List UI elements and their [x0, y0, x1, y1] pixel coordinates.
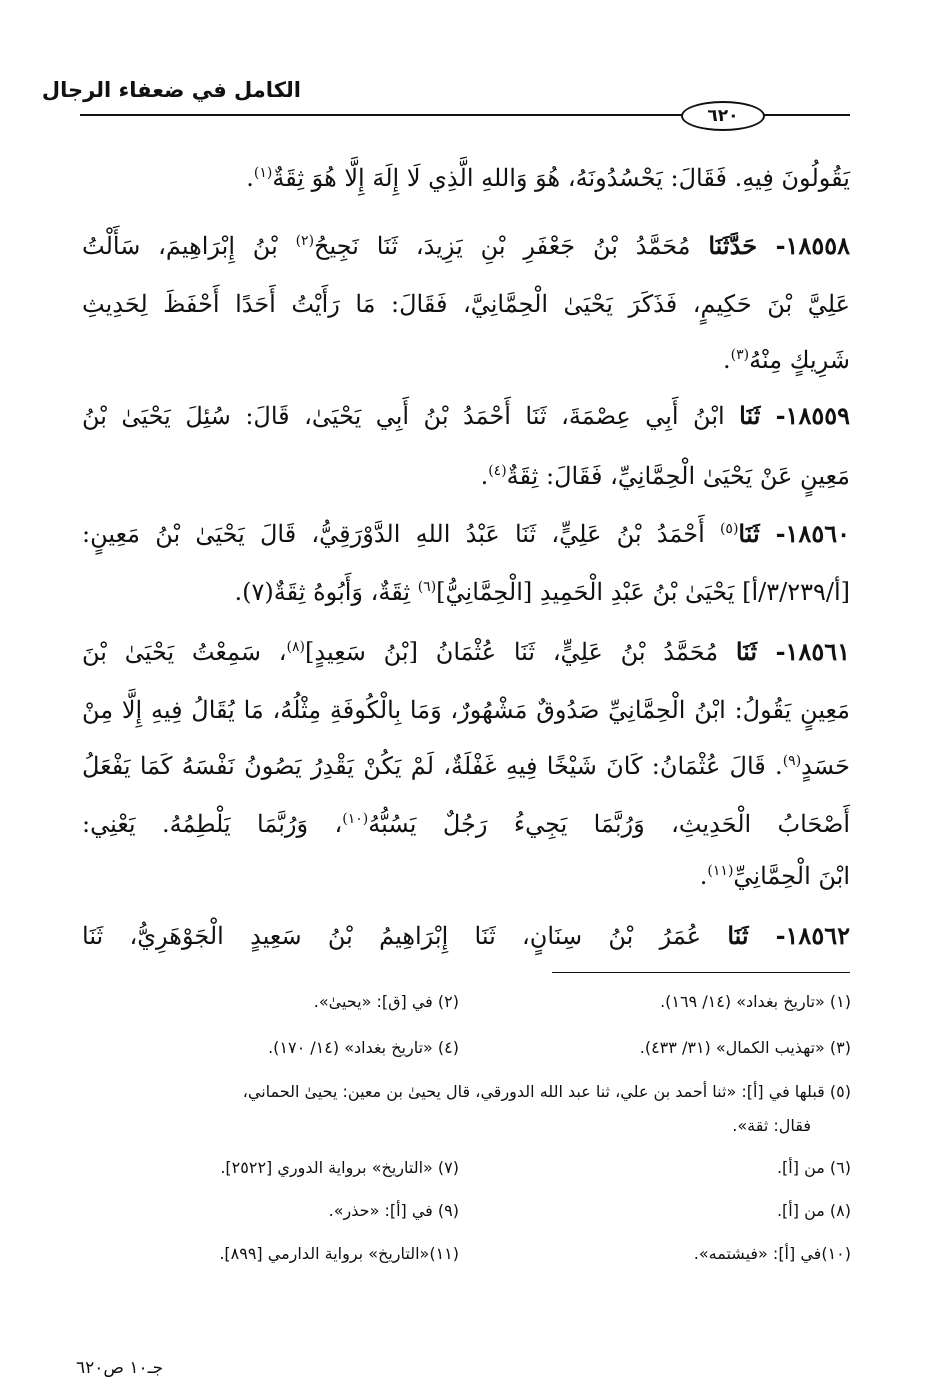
body-line — [82, 398, 850, 434]
footnote-5-line2: فقال: ثقة». — [732, 1116, 811, 1135]
page-number-oval: ٦٢٠ — [681, 101, 765, 131]
line-text: مَعِينٍ يَقُولُ: ابْنُ الْحِمَّانِيِّ صَدُوقٌ مَشْهُورٌ، وَمَا بِالْكُوفَةِ مِثْلُهُ، مَا يُقَالُ فِيهِ إِلَّا مِنْ — [82, 696, 850, 724]
line-text: ابْنُ أَبِي عِصْمَةَ، ثَنَا أَحْمَدُ بْنُ أَبِي يَحْيَىٰ، قَالَ: سُئِلَ يَحْيَىٰ بْنُ — [82, 402, 740, 430]
line-tail: . قَالَ عُثْمَانُ: كَانَ شَيْخًا فِيهِ غَفْلَةٌ، لَمْ يَكُنْ يَقْدِرُ يَصُونُ نَفْسَهُ كَمَا يَفْعَلُ — [82, 752, 783, 780]
footnote-ref: (٨) — [286, 639, 305, 655]
narration-keyword: ثَنَا — [735, 637, 758, 666]
line-tail: . — [480, 462, 489, 490]
line-tail: ، وَرُبَّمَا يَلْطِمُهُ. يَعْنِي: — [82, 810, 343, 838]
footnote-ref: (١٠) — [342, 811, 369, 827]
line-tail: . — [699, 862, 708, 890]
footnote-ref: (٢) — [295, 233, 315, 249]
line-tail: بْنُ إِبْرَاهِيمَ، سَأَلْتُ — [82, 232, 296, 260]
page-footer: جـ١٠ ص٦٢٠ — [76, 1358, 164, 1378]
body-line — [82, 286, 850, 322]
hadith-number: ١٨٥٦٢- — [748, 921, 850, 950]
footnote-ref: (٤) — [488, 463, 507, 479]
narration-keyword: ثَنَا — [738, 519, 760, 548]
body-line — [82, 228, 850, 264]
footnote-2: (٢) في [ق]: «يحيىٰ». — [313, 992, 459, 1011]
body-line — [82, 858, 850, 894]
narration-keyword: ثَنَا — [727, 921, 749, 950]
hadith-number: ١٨٥٥٩- — [760, 401, 850, 430]
footnote-7: (٧) «التاريخ» برواية الدوري [٢٥٢٢]. — [220, 1158, 459, 1177]
footnote-ref: (٩) — [782, 753, 802, 769]
body-line — [82, 918, 850, 954]
hadith-number: ١٨٥٦٠- — [759, 519, 850, 548]
line-tail: ثِقَةٌ، وَأَبُوهُ ثِقَةٌ(٧). — [234, 578, 418, 606]
body-line — [82, 160, 850, 196]
body-line — [82, 342, 850, 378]
footnote-rule — [552, 972, 850, 973]
body-line — [82, 458, 850, 494]
hadith-number: ١٨٥٥٨- — [757, 231, 850, 260]
line-tail: أَحْمَدُ بْنُ عَلِيٍّ، ثَنَا عَبْدُ اللهِ الدَّوْرَقِيُّ، قَالَ يَحْيَىٰ بْنُ مَعِينٍ: — [82, 520, 720, 548]
line-text: [أ/٣/٢٣٩/أ] يَحْيَىٰ بْنُ عَبْدِ الْحَمِيدِ [الْحِمَّانِيُّ] — [436, 578, 850, 606]
body-line — [82, 748, 850, 784]
line-text: حَسَدٍ — [801, 752, 850, 780]
line-text: عُمَرُ بْنُ سِنَانٍ، ثَنَا إِبْرَاهِيمُ بْنُ سَعِيدٍ الْجَوْهَرِيُّ، ثَنَا — [82, 922, 728, 950]
footnote-9: (٩) في [أ]: «حذر». — [328, 1201, 459, 1220]
footnote-11: (١١)«التاريخ» برواية الدارمي [٨٩٩]. — [219, 1244, 459, 1263]
footnote-ref: (٣) — [730, 347, 750, 363]
line-text: مَعِينٍ عَنْ يَحْيَىٰ الْحِمَّانِيِّ، فَقَالَ: ثِقَةٌ — [506, 462, 850, 490]
footnote-6: (٦) من [أ]. — [776, 1158, 851, 1177]
body-line — [82, 516, 850, 552]
footnote-3: (٣) «تهذيب الكمال» (٣١/ ٤٣٣). — [639, 1038, 851, 1057]
footnote-ref: (١١) — [707, 863, 734, 879]
line-tail: ، سَمِعْتُ يَحْيَىٰ بْنَ — [82, 638, 287, 666]
narration-keyword: حَدَّثَنَا — [708, 231, 758, 260]
line-text: مُحَمَّدُ بْنُ جَعْفَرِ بْنِ يَزِيدَ، ثَنَا نَجِيحُ — [314, 232, 709, 260]
hadith-number: ١٨٥٦١- — [757, 637, 850, 666]
line-text: شَرِيكٍ مِنْهُ — [749, 346, 850, 374]
body-line — [82, 574, 850, 610]
line-tail: . — [723, 346, 731, 374]
body-line — [82, 806, 850, 842]
footnote-8: (٨) من [أ]. — [776, 1201, 851, 1220]
line-text: عَلِيَّ بْنَ حَكِيمٍ، فَذَكَرَ يَحْيَىٰ الْحِمَّانِيَّ، فَقَالَ: مَا رَأَيْتُ أَحَدًا أَحْفَظَ لِحَدِيثِ — [82, 290, 850, 318]
body-line — [82, 692, 850, 728]
line-text: يَقُولُونَ فِيهِ. فَقَالَ: يَحْسُدُونَهُ، هُوَ وَاللهِ الَّذِي لَا إِلَهَ إِلَّا هُوَ ثِقَةٌ — [272, 164, 850, 192]
line-text: أَصْحَابُ الْحَدِيثِ، وَرُبَّمَا يَجِيءُ رَجُلٌ يَسُبُّهُ — [368, 810, 851, 838]
line-text: مُحَمَّدُ بْنُ عَلِيٍّ، ثَنَا عُثْمَانُ [بْنُ سَعِيدٍ] — [304, 638, 736, 666]
book-title: الكامل في ضعفاء الرجال — [41, 78, 301, 102]
footnote-ref: (١) — [253, 165, 273, 181]
footnote-ref: (٦) — [417, 579, 437, 595]
footnote-10: (١٠)في [أ]: «فيشتمه». — [693, 1244, 851, 1263]
footnote-5-line1: (٥) قبلها في [أ]: «ثنا أحمد بن علي، ثنا عبد الله الدورقي، قال يحيىٰ بن معين: يحيىٰ الحماني، — [242, 1082, 851, 1101]
line-tail: . — [246, 164, 254, 192]
footnote-4: (٤) «تاريخ بغداد» (١٤/ ١٧٠). — [268, 1038, 459, 1057]
narration-keyword: ثَنَا — [739, 401, 761, 430]
body-line — [82, 634, 850, 670]
footnote-ref: (٥) — [719, 521, 739, 537]
footnote-1: (١) «تاريخ بغداد» (١٤/ ١٦٩). — [660, 992, 851, 1011]
line-text: ابْنَ الْحِمَّانِيِّ — [733, 862, 850, 890]
